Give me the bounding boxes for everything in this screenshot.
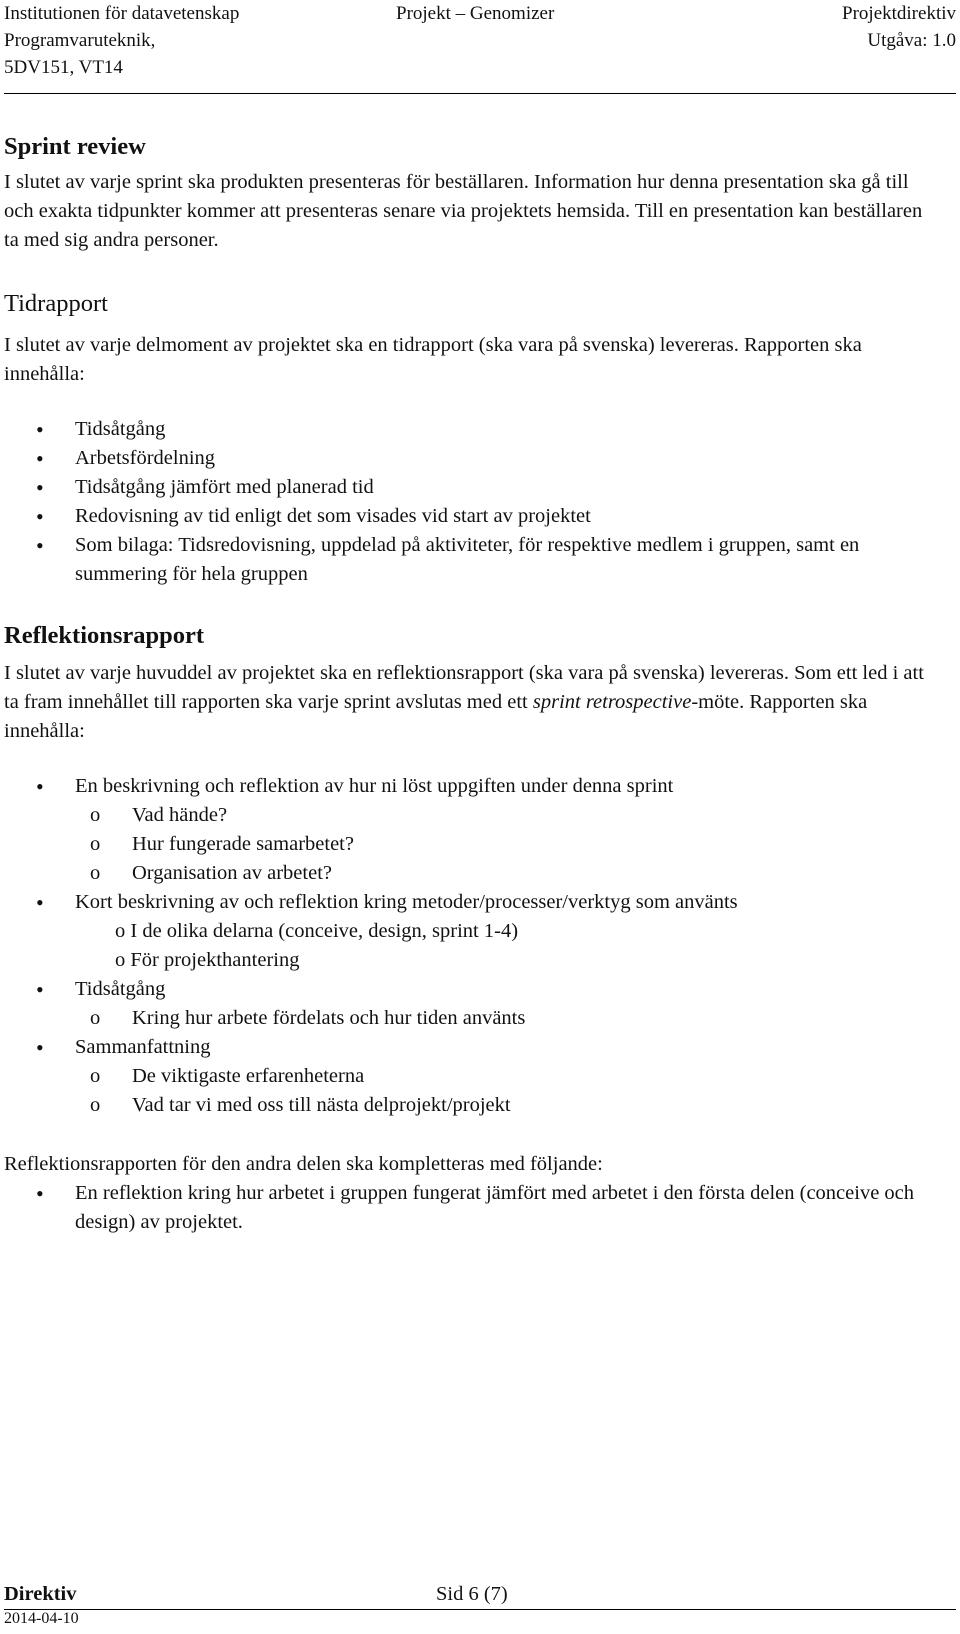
list-item <box>4 1033 934 1120</box>
list-item <box>4 772 934 888</box>
sublist-item: o De viktigaste erfarenheterna <box>75 1062 934 1091</box>
header-doc-type: Projektdirektiv <box>842 3 956 24</box>
section-reflektionsrapport <box>4 619 934 1237</box>
sublist-item: o Vad hände? <box>75 801 934 830</box>
list-komplettering <box>4 1179 934 1237</box>
list-item: • En reflektion kring hur arbetet i gruppen fungerat jämfört med arbetet i den första delen (conceive och design) av projektet. <box>4 1179 934 1237</box>
heading-reflektionsrapport: Reflektionsrapport <box>4 622 205 649</box>
section-tidrapport <box>4 287 934 589</box>
list-item: • Som bilaga: Tidsredovisning, uppdelad på aktiviteter, för respektive medlem i gruppen, samt en summering för hela gruppen <box>4 531 934 589</box>
list-item-label: Tidsåtgång <box>75 978 166 1000</box>
heading-sprint-review: Sprint review <box>4 133 146 160</box>
footer-doc-label: Direktiv <box>4 1583 77 1605</box>
emphasis-sprint-retrospective: sprint retrospective <box>532 691 692 713</box>
list-item-label: Kort beskrivning av och reflektion kring metoder/processer/verktyg som använts <box>75 891 738 913</box>
list-item <box>4 975 934 1033</box>
sublist-item: o I de olika delarna (conceive, design, sprint 1-4) <box>115 920 519 942</box>
sublist <box>75 917 934 975</box>
list-tidrapport <box>4 415 934 589</box>
header-column-center <box>396 0 554 27</box>
header-column-left <box>4 0 239 81</box>
header-rule <box>4 93 956 94</box>
sublist-item: o För projekthantering <box>115 949 300 971</box>
list-item-label: En beskrivning och reflektion av hur ni löst uppgiften under denna sprint <box>75 775 674 797</box>
paragraph-komplettering: Reflektionsrapporten för den andra delen ska kompletteras med följande: <box>4 1153 603 1175</box>
list-item: • Tidsåtgång <box>4 415 934 444</box>
list-item: • Tidsåtgång jämfört med planerad tid <box>4 473 934 502</box>
section-sprint-review <box>4 130 934 255</box>
list-item: • Arbetsfördelning <box>4 444 934 473</box>
header-column-right <box>842 0 956 54</box>
list-item: • Redovisning av tid enligt det som visades vid start av projektet <box>4 502 934 531</box>
header-project-name: Projekt – Genomizer <box>396 3 555 24</box>
paragraph-text: -möte. Rapporten ska innehålla: <box>4 691 868 742</box>
paragraph-sprint-review: I slutet av varje sprint ska produkten presenteras för beställaren. Information hur denna presentation ska gå till och exakta tidpunkter kommer att presenteras senare via projektets hemsida. Till en presentation kan beställaren ta med sig andra personer. <box>4 171 923 251</box>
header-version: Utgåva: 1.0 <box>867 30 956 51</box>
sublist <box>75 1004 934 1033</box>
list-item-label: Sammanfattning <box>75 1036 211 1058</box>
list-item <box>4 888 934 975</box>
page-header <box>4 0 956 92</box>
paragraph-reflektionsrapport <box>4 659 934 746</box>
footer-page-number: Sid 6 (7) <box>436 1583 508 1605</box>
header-course-code: 5DV151, VT14 <box>4 57 123 78</box>
paragraph-text: I slutet av varje huvuddel av projektet ska en reflektionsrapport (ska vara på svenska) levereras. Som ett led i att ta fram innehållet till rapporten ska varje sprint avslutas med ett <box>4 662 924 713</box>
sublist <box>75 1062 934 1120</box>
header-department: Institutionen för datavetenskap <box>4 3 240 24</box>
document-body <box>4 130 934 1237</box>
header-programme: Programvaruteknik, <box>4 30 156 51</box>
sublist-item: o Hur fungerade samarbetet? <box>75 830 934 859</box>
paragraph-tidrapport: I slutet av varje delmoment av projektet ska en tidrapport (ska vara på svenska) levereras. Rapporten ska innehålla: <box>4 334 862 385</box>
sublist-item: o Organisation av arbetet? <box>75 859 934 888</box>
heading-tidrapport: Tidrapport <box>4 290 108 317</box>
footer-date: 2014-04-10 <box>4 1610 79 1627</box>
footer-rule <box>4 1609 956 1610</box>
sublist-item: o Vad tar vi med oss till nästa delprojekt/projekt <box>75 1091 934 1120</box>
sublist <box>75 801 934 888</box>
sublist-item: o Kring hur arbete fördelats och hur tiden använts <box>75 1004 934 1033</box>
list-reflektion <box>4 772 934 1120</box>
